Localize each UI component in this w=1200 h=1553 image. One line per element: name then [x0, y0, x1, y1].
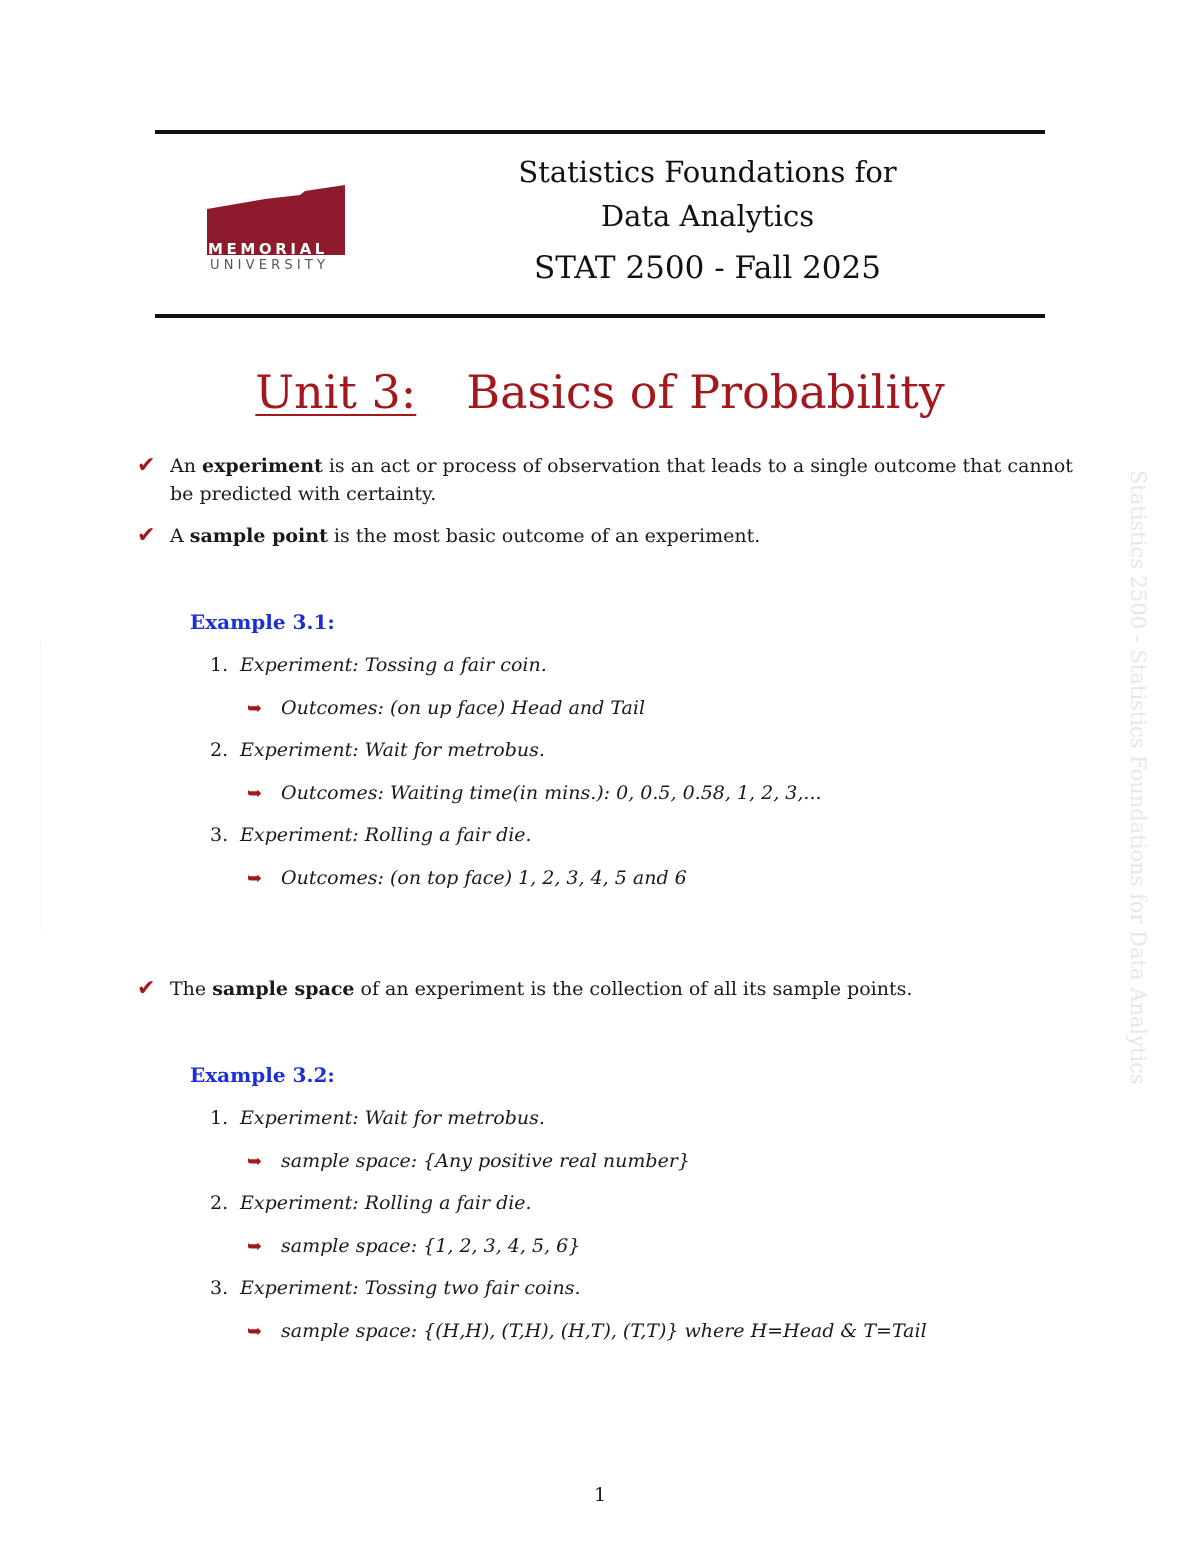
example-3-1-item: 1. Experiment: Tossing a fair coin.	[210, 654, 547, 676]
logo-word-memorial: MEMORIAL	[208, 240, 328, 258]
term-experiment: experiment	[202, 455, 323, 477]
example-3-1-outcome: ➥ Outcomes: Waiting time(in mins.): 0, 0.5, 0.58, 1, 2, 3,...	[247, 782, 822, 804]
example-3-2-heading: Example 3.2:	[190, 1063, 335, 1087]
definition-sample-point: ✔ A sample point is the most basic outcome of an experiment.	[137, 523, 761, 548]
unit-title: Basics of Probability	[466, 365, 945, 419]
definition-sample-space: ✔ The sample space of an experiment is the collection of all its sample points.	[137, 976, 913, 1001]
unit-heading	[0, 365, 1200, 419]
example-3-2-item: 2. Experiment: Rolling a fair die.	[210, 1192, 532, 1214]
logo-word-university: UNIVERSITY	[210, 258, 330, 273]
page-number: 1	[593, 1484, 607, 1506]
example-3-1-item: 2. Experiment: Wait for metrobus.	[210, 739, 545, 761]
checkmark-icon: ✔	[137, 453, 156, 478]
course-code: STAT 2500 - Fall 2025	[534, 250, 881, 286]
arrow-icon: ➥	[247, 1236, 263, 1257]
example-3-2-outcome: ➥ sample space: {1, 2, 3, 4, 5, 6}	[247, 1235, 581, 1257]
example-3-2-item: 1. Experiment: Wait for metrobus.	[210, 1107, 545, 1129]
term-sample-point: sample point	[189, 525, 328, 547]
arrow-icon: ➥	[247, 783, 263, 804]
arrow-icon: ➥	[247, 1151, 263, 1172]
arrow-icon: ➥	[247, 1321, 263, 1342]
definition-experiment: ✔ An experiment is an act or process of observation that leads to a single outcome that cannot be predicted with certainty.	[137, 453, 1073, 505]
example-3-2-item: 3. Experiment: Tossing two fair coins.	[210, 1277, 581, 1299]
side-watermark: Statistics 2500 - Statistics Foundations for Data Analytics	[1126, 470, 1150, 1085]
example-3-1-heading: Example 3.1:	[190, 610, 335, 634]
memorial-university-logo	[205, 185, 350, 275]
example-3-1-outcome: ➥ Outcomes: (on up face) Head and Tail	[247, 697, 646, 719]
course-title-line2: Data Analytics	[600, 199, 815, 233]
checkmark-icon: ✔	[137, 523, 156, 548]
arrow-icon: ➥	[247, 868, 263, 889]
unit-number: Unit 3:	[255, 365, 417, 419]
example-3-1-outcome: ➥ Outcomes: (on top face) 1, 2, 3, 4, 5 and 6	[247, 867, 687, 889]
example-3-1-item: 3. Experiment: Rolling a fair die.	[210, 824, 532, 846]
header-top-rule	[155, 130, 1045, 134]
checkmark-icon: ✔	[137, 976, 156, 1001]
example-3-2-outcome: ➥ sample space: {(H,H), (T,H), (H,T), (T,T)} where H=Head & T=Tail	[247, 1320, 927, 1342]
arrow-icon: ➥	[247, 698, 263, 719]
left-margin-mark	[40, 640, 53, 930]
header-bottom-rule	[155, 314, 1045, 318]
term-sample-space: sample space	[212, 978, 355, 1000]
example-3-2-outcome: ➥ sample space: {Any positive real number}	[247, 1150, 691, 1172]
course-title-line1: Statistics Foundations for	[518, 155, 897, 189]
